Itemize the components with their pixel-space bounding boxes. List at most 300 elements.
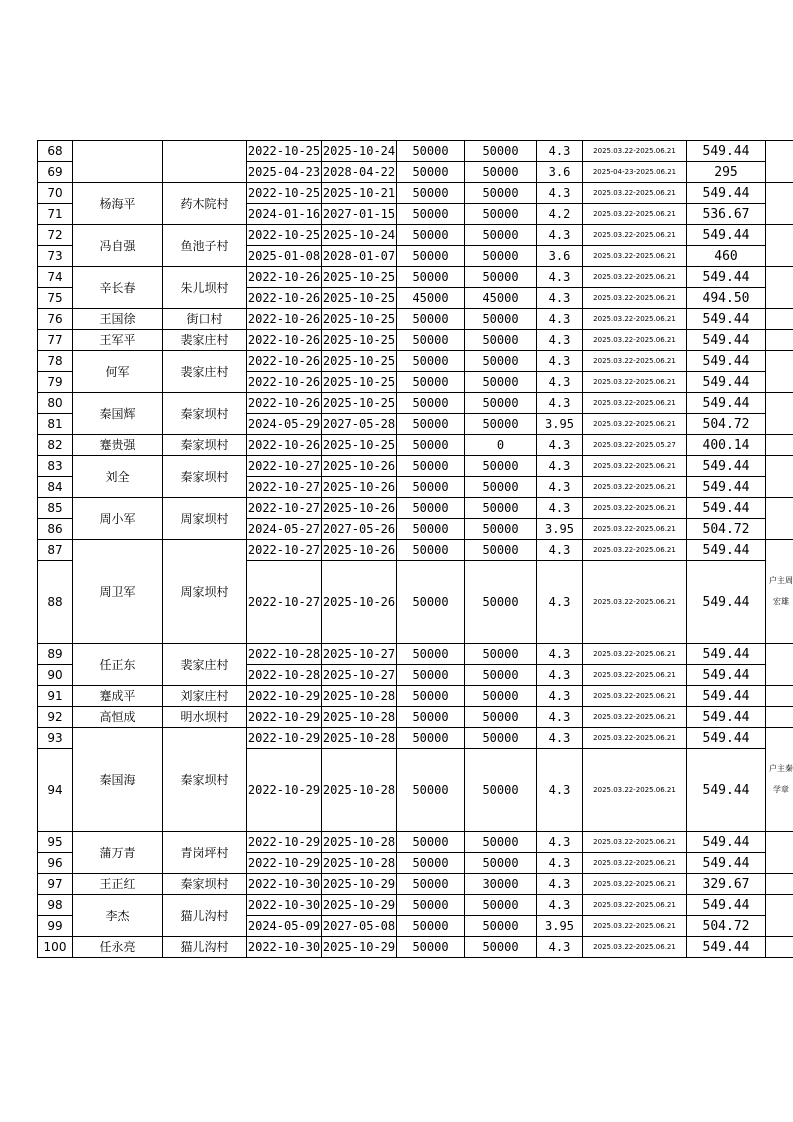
loan-start-date: 2022-10-27 <box>247 540 322 561</box>
loan-balance: 50000 <box>465 477 537 498</box>
loan-start-date: 2022-10-26 <box>247 288 322 309</box>
interest-amount: 504.72 <box>687 519 766 540</box>
loan-amount: 50000 <box>397 162 465 183</box>
row-number: 97 <box>38 874 73 895</box>
interest-period: 2025.03.22-2025.06.21 <box>583 414 687 435</box>
loan-amount: 50000 <box>397 561 465 644</box>
village-name: 秦家坝村 <box>163 728 247 832</box>
loan-amount: 50000 <box>397 895 465 916</box>
loan-start-date: 2022-10-29 <box>247 832 322 853</box>
loan-amount: 50000 <box>397 937 465 958</box>
loan-end-date: 2025-10-25 <box>322 435 397 456</box>
interest-period: 2025.03.22-2025.06.21 <box>583 853 687 874</box>
interest-amount: 549.44 <box>687 665 766 686</box>
interest-rate: 4.3 <box>537 267 583 288</box>
loan-end-date: 2025-10-29 <box>322 874 397 895</box>
remark-note <box>766 183 793 225</box>
interest-amount: 549.44 <box>687 372 766 393</box>
interest-rate: 3.6 <box>537 162 583 183</box>
village-name: 裴家庄村 <box>163 330 247 351</box>
interest-period: 2025.03.22-2025.06.21 <box>583 519 687 540</box>
loan-end-date: 2025-10-25 <box>322 393 397 414</box>
interest-rate: 4.3 <box>537 874 583 895</box>
table-row <box>38 183 793 204</box>
loan-start-date: 2022-10-27 <box>247 477 322 498</box>
interest-period: 2025.03.22-2025.06.21 <box>583 707 687 728</box>
loan-balance: 50000 <box>465 141 537 162</box>
loan-balance: 50000 <box>465 498 537 519</box>
interest-period: 2025.03.22-2025.06.21 <box>583 372 687 393</box>
interest-period: 2025.03.22-2025.06.21 <box>583 540 687 561</box>
interest-rate: 4.3 <box>537 728 583 749</box>
loan-start-date: 2022-10-25 <box>247 183 322 204</box>
borrower-name: 蒲万青 <box>73 832 163 874</box>
loan-balance: 50000 <box>465 372 537 393</box>
interest-amount: 549.44 <box>687 309 766 330</box>
loan-end-date: 2027-01-15 <box>322 204 397 225</box>
loan-end-date: 2025-10-28 <box>322 749 397 832</box>
loan-start-date: 2022-10-26 <box>247 267 322 288</box>
loan-start-date: 2022-10-26 <box>247 435 322 456</box>
loan-balance: 50000 <box>465 309 537 330</box>
loan-start-date: 2022-10-28 <box>247 644 322 665</box>
loan-amount: 50000 <box>397 916 465 937</box>
village-name: 猫儿沟村 <box>163 895 247 937</box>
interest-amount: 494.50 <box>687 288 766 309</box>
village-name: 周家坝村 <box>163 540 247 644</box>
interest-period: 2025.03.22-2025.06.21 <box>583 937 687 958</box>
table-row <box>38 832 793 853</box>
loan-amount: 50000 <box>397 183 465 204</box>
loan-end-date: 2028-04-22 <box>322 162 397 183</box>
interest-period: 2025.03.22-2025.06.21 <box>583 477 687 498</box>
table-body <box>38 141 793 958</box>
loan-amount: 50000 <box>397 540 465 561</box>
table-row <box>38 456 793 477</box>
interest-amount: 400.14 <box>687 435 766 456</box>
loan-end-date: 2025-10-29 <box>322 895 397 916</box>
village-name: 裴家庄村 <box>163 351 247 393</box>
interest-rate: 4.3 <box>537 393 583 414</box>
remark-note <box>766 225 793 267</box>
borrower-name: 李杰 <box>73 895 163 937</box>
row-number: 82 <box>38 435 73 456</box>
village-name: 药木院村 <box>163 183 247 225</box>
interest-period: 2025.03.22-2025.06.21 <box>583 309 687 330</box>
loan-end-date: 2025-10-25 <box>322 330 397 351</box>
row-number: 70 <box>38 183 73 204</box>
loan-end-date: 2025-10-26 <box>322 477 397 498</box>
interest-period: 2025.03.22-2025.06.21 <box>583 749 687 832</box>
borrower-name: 任永亮 <box>73 937 163 958</box>
loan-end-date: 2025-10-26 <box>322 456 397 477</box>
interest-rate: 4.3 <box>537 895 583 916</box>
loan-balance: 50000 <box>465 686 537 707</box>
interest-rate: 3.95 <box>537 519 583 540</box>
interest-rate: 4.3 <box>537 937 583 958</box>
village-name: 刘家庄村 <box>163 686 247 707</box>
row-number: 88 <box>38 561 73 644</box>
interest-amount: 549.44 <box>687 749 766 832</box>
interest-amount: 549.44 <box>687 686 766 707</box>
loan-amount: 50000 <box>397 309 465 330</box>
interest-period: 2025.03.22-2025.06.21 <box>583 665 687 686</box>
remark-note <box>766 874 793 895</box>
interest-period: 2025.03.22-2025.06.21 <box>583 267 687 288</box>
loan-end-date: 2025-10-29 <box>322 937 397 958</box>
loan-end-date: 2025-10-26 <box>322 561 397 644</box>
loan-balance: 50000 <box>465 183 537 204</box>
loan-balance: 50000 <box>465 519 537 540</box>
interest-rate: 4.3 <box>537 309 583 330</box>
interest-amount: 549.44 <box>687 728 766 749</box>
interest-rate: 4.3 <box>537 707 583 728</box>
table-row <box>38 686 793 707</box>
interest-amount: 504.72 <box>687 916 766 937</box>
interest-rate: 4.3 <box>537 288 583 309</box>
loan-balance: 0 <box>465 435 537 456</box>
loan-start-date: 2022-10-25 <box>247 225 322 246</box>
remark-note <box>766 686 793 707</box>
interest-rate: 4.3 <box>537 141 583 162</box>
interest-rate: 4.3 <box>537 665 583 686</box>
village-name <box>163 141 247 183</box>
village-name: 秦家坝村 <box>163 874 247 895</box>
remark-note <box>766 707 793 728</box>
loan-start-date: 2022-10-29 <box>247 707 322 728</box>
loan-end-date: 2027-05-28 <box>322 414 397 435</box>
interest-period: 2025.03.22-2025.06.21 <box>583 225 687 246</box>
village-name: 猫儿沟村 <box>163 937 247 958</box>
loan-balance: 50000 <box>465 937 537 958</box>
borrower-name <box>73 141 163 183</box>
remark-note <box>766 895 793 937</box>
loan-start-date: 2022-10-26 <box>247 372 322 393</box>
row-number: 99 <box>38 916 73 937</box>
borrower-name: 王正红 <box>73 874 163 895</box>
interest-period: 2025.03.22-2025.06.21 <box>583 916 687 937</box>
interest-period: 2025.03.22-2025.06.21 <box>583 204 687 225</box>
borrower-name: 蹇贵强 <box>73 435 163 456</box>
loan-amount: 50000 <box>397 749 465 832</box>
row-number: 72 <box>38 225 73 246</box>
loan-balance: 50000 <box>465 162 537 183</box>
row-number: 80 <box>38 393 73 414</box>
table-row <box>38 141 793 162</box>
loan-balance: 50000 <box>465 749 537 832</box>
loan-balance: 50000 <box>465 246 537 267</box>
loan-amount: 50000 <box>397 225 465 246</box>
loan-amount: 50000 <box>397 456 465 477</box>
loan-amount: 50000 <box>397 519 465 540</box>
loan-start-date: 2024-05-09 <box>247 916 322 937</box>
loan-end-date: 2025-10-26 <box>322 498 397 519</box>
loan-start-date: 2024-05-29 <box>247 414 322 435</box>
loan-start-date: 2022-10-30 <box>247 895 322 916</box>
interest-amount: 549.44 <box>687 707 766 728</box>
loan-balance: 50000 <box>465 895 537 916</box>
interest-amount: 549.44 <box>687 141 766 162</box>
row-number: 91 <box>38 686 73 707</box>
interest-amount: 460 <box>687 246 766 267</box>
interest-rate: 4.3 <box>537 561 583 644</box>
loan-amount: 50000 <box>397 204 465 225</box>
interest-rate: 4.3 <box>537 498 583 519</box>
table-row <box>38 225 793 246</box>
loan-start-date: 2022-10-29 <box>247 853 322 874</box>
borrower-name: 刘全 <box>73 456 163 498</box>
loan-end-date: 2025-10-25 <box>322 288 397 309</box>
table-row <box>38 937 793 958</box>
borrower-name: 蹇成平 <box>73 686 163 707</box>
interest-rate: 4.3 <box>537 686 583 707</box>
row-number: 94 <box>38 749 73 832</box>
row-number: 90 <box>38 665 73 686</box>
interest-rate: 4.3 <box>537 225 583 246</box>
interest-rate: 4.3 <box>537 540 583 561</box>
loan-amount: 50000 <box>397 393 465 414</box>
loan-amount: 50000 <box>397 372 465 393</box>
table-row <box>38 351 793 372</box>
loan-end-date: 2025-10-27 <box>322 644 397 665</box>
borrower-name: 杨海平 <box>73 183 163 225</box>
village-name: 鱼池子村 <box>163 225 247 267</box>
loan-amount: 50000 <box>397 853 465 874</box>
loan-balance: 50000 <box>465 707 537 728</box>
loan-amount: 50000 <box>397 686 465 707</box>
interest-rate: 4.3 <box>537 183 583 204</box>
table-row <box>38 895 793 916</box>
interest-period: 2025.03.22-2025.06.21 <box>583 141 687 162</box>
loan-end-date: 2025-10-25 <box>322 309 397 330</box>
row-number: 100 <box>38 937 73 958</box>
interest-amount: 295 <box>687 162 766 183</box>
interest-period: 2025.03.22-2025.06.21 <box>583 330 687 351</box>
loan-amount: 50000 <box>397 414 465 435</box>
interest-amount: 549.44 <box>687 498 766 519</box>
table-row <box>38 644 793 665</box>
interest-period: 2025.03.22-2025.06.21 <box>583 246 687 267</box>
remark-note <box>766 832 793 874</box>
interest-amount: 549.44 <box>687 853 766 874</box>
loan-amount: 50000 <box>397 728 465 749</box>
borrower-name: 周卫军 <box>73 540 163 644</box>
loan-start-date: 2022-10-25 <box>247 141 322 162</box>
loan-start-date: 2022-10-26 <box>247 309 322 330</box>
interest-amount: 549.44 <box>687 267 766 288</box>
loan-start-date: 2022-10-26 <box>247 330 322 351</box>
interest-rate: 4.3 <box>537 456 583 477</box>
interest-amount: 549.44 <box>687 456 766 477</box>
interest-period: 2025.03.22-2025.06.21 <box>583 561 687 644</box>
row-number: 89 <box>38 644 73 665</box>
loan-start-date: 2025-01-08 <box>247 246 322 267</box>
interest-amount: 549.44 <box>687 477 766 498</box>
village-name: 青岗坪村 <box>163 832 247 874</box>
interest-period: 2025.03.22-2025.06.21 <box>583 393 687 414</box>
loan-amount: 50000 <box>397 498 465 519</box>
borrower-name: 何军 <box>73 351 163 393</box>
interest-amount: 549.44 <box>687 330 766 351</box>
loan-start-date: 2024-01-16 <box>247 204 322 225</box>
loan-amount: 50000 <box>397 435 465 456</box>
loan-end-date: 2025-10-28 <box>322 728 397 749</box>
loan-start-date: 2025-04-23 <box>247 162 322 183</box>
interest-amount: 549.44 <box>687 393 766 414</box>
interest-amount: 549.44 <box>687 644 766 665</box>
loan-start-date: 2022-10-30 <box>247 937 322 958</box>
loan-end-date: 2025-10-28 <box>322 707 397 728</box>
remark-note <box>766 351 793 393</box>
loan-end-date: 2025-10-28 <box>322 853 397 874</box>
loan-start-date: 2022-10-26 <box>247 393 322 414</box>
loan-amount: 50000 <box>397 477 465 498</box>
row-number: 77 <box>38 330 73 351</box>
row-number: 98 <box>38 895 73 916</box>
remark-note <box>766 435 793 456</box>
remark-note <box>766 456 793 498</box>
loan-end-date: 2025-10-24 <box>322 225 397 246</box>
interest-amount: 549.44 <box>687 351 766 372</box>
remark-note <box>766 937 793 958</box>
interest-rate: 4.3 <box>537 832 583 853</box>
loan-end-date: 2027-05-08 <box>322 916 397 937</box>
loan-balance: 30000 <box>465 874 537 895</box>
borrower-name: 辛长春 <box>73 267 163 309</box>
interest-amount: 549.44 <box>687 540 766 561</box>
loan-end-date: 2025-10-28 <box>322 686 397 707</box>
loan-balance: 50000 <box>465 540 537 561</box>
loan-start-date: 2022-10-27 <box>247 498 322 519</box>
borrower-name: 任正东 <box>73 644 163 686</box>
interest-rate: 4.3 <box>537 435 583 456</box>
remark-note: 户主秦学章 <box>766 728 793 832</box>
interest-rate: 4.2 <box>537 204 583 225</box>
loan-end-date: 2028-01-07 <box>322 246 397 267</box>
loan-balance: 50000 <box>465 916 537 937</box>
loan-amount: 50000 <box>397 707 465 728</box>
village-name: 秦家坝村 <box>163 435 247 456</box>
interest-amount: 549.44 <box>687 832 766 853</box>
borrower-name: 秦国辉 <box>73 393 163 435</box>
row-number: 75 <box>38 288 73 309</box>
loan-end-date: 2025-10-25 <box>322 372 397 393</box>
loan-balance: 50000 <box>465 225 537 246</box>
loan-end-date: 2025-10-25 <box>322 351 397 372</box>
row-number: 93 <box>38 728 73 749</box>
interest-rate: 4.3 <box>537 372 583 393</box>
row-number: 79 <box>38 372 73 393</box>
interest-amount: 536.67 <box>687 204 766 225</box>
loan-start-date: 2022-10-28 <box>247 665 322 686</box>
loan-amount: 50000 <box>397 351 465 372</box>
loan-balance: 50000 <box>465 267 537 288</box>
table-row <box>38 309 793 330</box>
table-row <box>38 267 793 288</box>
loan-amount: 50000 <box>397 874 465 895</box>
loan-start-date: 2022-10-26 <box>247 351 322 372</box>
loan-end-date: 2025-10-28 <box>322 832 397 853</box>
loan-amount: 45000 <box>397 288 465 309</box>
interest-amount: 549.44 <box>687 937 766 958</box>
interest-rate: 4.3 <box>537 330 583 351</box>
row-number: 71 <box>38 204 73 225</box>
loan-balance: 50000 <box>465 351 537 372</box>
remark-note <box>766 141 793 183</box>
loan-balance: 50000 <box>465 728 537 749</box>
interest-rate: 4.3 <box>537 644 583 665</box>
table-row <box>38 874 793 895</box>
interest-rate: 3.6 <box>537 246 583 267</box>
loan-end-date: 2027-05-26 <box>322 519 397 540</box>
loan-start-date: 2022-10-27 <box>247 561 322 644</box>
interest-amount: 504.72 <box>687 414 766 435</box>
table-row <box>38 435 793 456</box>
loan-end-date: 2025-10-21 <box>322 183 397 204</box>
loan-start-date: 2022-10-27 <box>247 456 322 477</box>
remark-note <box>766 393 793 435</box>
borrower-name: 冯自强 <box>73 225 163 267</box>
loan-end-date: 2025-10-25 <box>322 267 397 288</box>
interest-period: 2025-04-23-2025.06.21 <box>583 162 687 183</box>
interest-amount: 329.67 <box>687 874 766 895</box>
row-number: 69 <box>38 162 73 183</box>
loan-start-date: 2022-10-30 <box>247 874 322 895</box>
interest-period: 2025.03.22-2025.06.21 <box>583 456 687 477</box>
table-row <box>38 393 793 414</box>
row-number: 86 <box>38 519 73 540</box>
village-name: 街口村 <box>163 309 247 330</box>
borrower-name: 高恒成 <box>73 707 163 728</box>
row-number: 73 <box>38 246 73 267</box>
loan-balance: 50000 <box>465 832 537 853</box>
remark-note: 户主周宏雄 <box>766 540 793 644</box>
row-number: 74 <box>38 267 73 288</box>
loan-amount: 50000 <box>397 644 465 665</box>
loan-end-date: 2025-10-24 <box>322 141 397 162</box>
row-number: 95 <box>38 832 73 853</box>
interest-period: 2025.03.22-2025.06.21 <box>583 498 687 519</box>
village-name: 明水坝村 <box>163 707 247 728</box>
loan-start-date: 2022-10-29 <box>247 686 322 707</box>
interest-amount: 549.44 <box>687 183 766 204</box>
loan-balance: 50000 <box>465 204 537 225</box>
table-row <box>38 540 793 561</box>
interest-rate: 4.3 <box>537 477 583 498</box>
row-number: 68 <box>38 141 73 162</box>
village-name: 秦家坝村 <box>163 456 247 498</box>
loan-balance: 50000 <box>465 414 537 435</box>
remark-note <box>766 498 793 540</box>
interest-amount: 549.44 <box>687 561 766 644</box>
remark-note <box>766 644 793 686</box>
loan-amount: 50000 <box>397 246 465 267</box>
row-number: 87 <box>38 540 73 561</box>
interest-amount: 549.44 <box>687 225 766 246</box>
interest-rate: 3.95 <box>537 916 583 937</box>
borrower-name: 王军平 <box>73 330 163 351</box>
table-row <box>38 728 793 749</box>
borrower-name: 王国徐 <box>73 309 163 330</box>
interest-period: 2025.03.22-2025.06.21 <box>583 686 687 707</box>
loan-interest-table <box>37 140 793 958</box>
loan-amount: 50000 <box>397 665 465 686</box>
loan-amount: 50000 <box>397 832 465 853</box>
interest-period: 2025.03.22-2025.06.21 <box>583 288 687 309</box>
row-number: 78 <box>38 351 73 372</box>
borrower-name: 秦国海 <box>73 728 163 832</box>
village-name: 裴家庄村 <box>163 644 247 686</box>
